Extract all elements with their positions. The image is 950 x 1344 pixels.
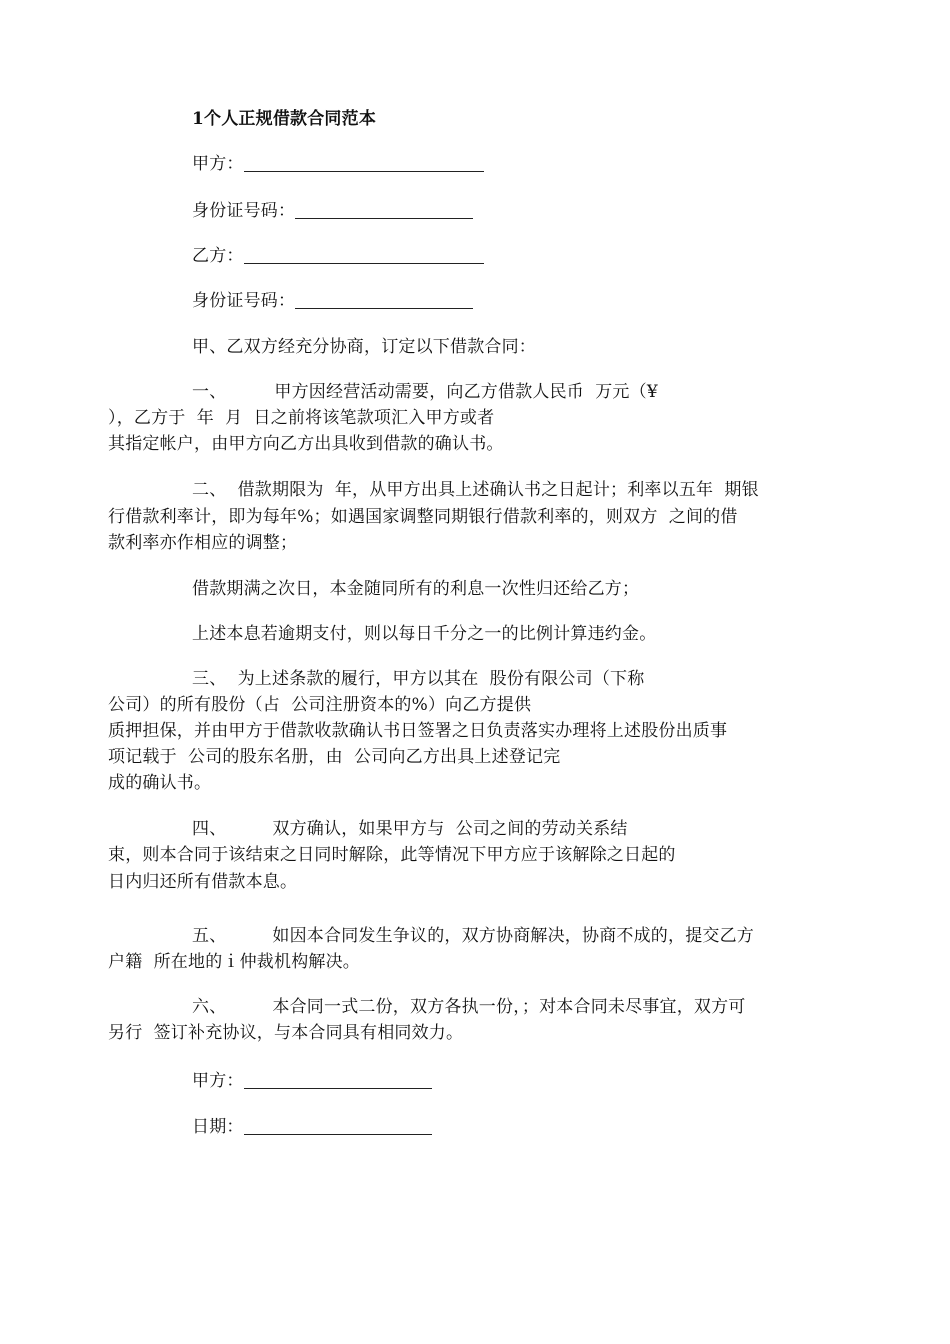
sign-party-a-blank: [244, 1072, 432, 1089]
party-a-field: [192, 153, 484, 175]
id-a-label: 身份证号码：: [192, 201, 296, 221]
clause1-number: 一、: [192, 382, 227, 402]
party-a-label: 甲方：: [192, 154, 244, 174]
party-b-blank: [244, 247, 484, 264]
sign-date-field: [192, 1116, 432, 1138]
clause3-line3: 质押担保，并由甲方于借款收款确认书日签署之日负责落实办理将上述股份出质事: [108, 721, 728, 741]
document-title: 1个人正规借款合同范本: [192, 109, 377, 129]
sign-party-a-label: 甲方：: [192, 1071, 244, 1091]
id-a-blank: [295, 202, 473, 219]
clause5-line2: 户籍 所在地的ｉ仲裁机构解决。: [108, 952, 361, 972]
due-paragraph: 借款期满之次日，本金随同所有的利息一次性归还给乙方；: [192, 579, 640, 599]
id-b-field: [192, 290, 473, 312]
id-b-blank: [295, 292, 473, 309]
party-a-blank: [244, 155, 484, 172]
clause3-line4: 项记载于 公司的股东名册，由 公司向乙方出具上述登记完: [108, 747, 561, 767]
penalty-paragraph: 上述本息若逾期支付，则以每日千分之一的比例计算违约金。: [192, 624, 657, 644]
clause4-text: 双方确认，如果甲方与 公司之间的劳动关系结: [272, 819, 628, 839]
sign-date-label: 日期：: [192, 1117, 244, 1137]
clause1-line3: 其指定帐户，由甲方向乙方出具收到借款的确认书。: [108, 434, 504, 454]
clause2-line3: 款利率亦作相应的调整；: [108, 533, 298, 553]
clause5-number: 五、: [192, 926, 227, 946]
clause3-line2: 公司）的所有股份（占 公司注册资本的%）向乙方提供: [108, 695, 532, 715]
clause5-line1: [192, 925, 754, 947]
party-b-field: [192, 245, 484, 267]
clause4-line1: [192, 818, 628, 840]
clause2-line2: 行借款利率计，即为每年%；如遇国家调整同期银行借款利率的，则双方 之间的借: [108, 507, 738, 527]
clause1-text: 甲方因经营活动需要，向乙方借款人民币 万元（¥: [274, 382, 658, 402]
clause4-line3: 日内归还所有借款本息。: [108, 872, 298, 892]
clause6-number: 六、: [192, 997, 227, 1017]
clause6-line1: [192, 996, 746, 1018]
clause5-text: 如因本合同发生争议的，双方协商解决，协商不成的，提交乙方: [272, 926, 755, 946]
clause4-line2: 束，则本合同于该结束之日同时解除，此等情况下甲方应于该解除之日起的: [108, 845, 676, 865]
clause3-line1: 三、 为上述条款的履行，甲方以其在 股份有限公司（下称: [192, 669, 645, 689]
clause4-number: 四、: [192, 819, 227, 839]
clause2-line1: 二、 借款期限为 年，从甲方出具上述确认书之日起计；利率以五年 期银: [192, 480, 759, 500]
id-b-label: 身份证号码：: [192, 291, 296, 311]
clause3-line5: 成的确认书。: [108, 773, 212, 793]
clause6-line2: 另行 签订补充协议，与本合同具有相同效力。: [108, 1023, 464, 1043]
sign-date-blank: [244, 1118, 432, 1135]
id-a-field: [192, 200, 473, 222]
intro-paragraph: 甲、乙双方经充分协商，订定以下借款合同：: [192, 337, 536, 357]
clause1-line1: [192, 381, 658, 403]
party-b-label: 乙方：: [192, 246, 244, 266]
clause1-line2: ），乙方于 年 月 日之前将该笔款项汇入甲方或者: [108, 408, 495, 428]
sign-party-a-field: [192, 1070, 432, 1092]
clause6-text: 本合同一式二份，双方各执一份，；对本合同未尽事宜，双方可: [272, 997, 746, 1017]
